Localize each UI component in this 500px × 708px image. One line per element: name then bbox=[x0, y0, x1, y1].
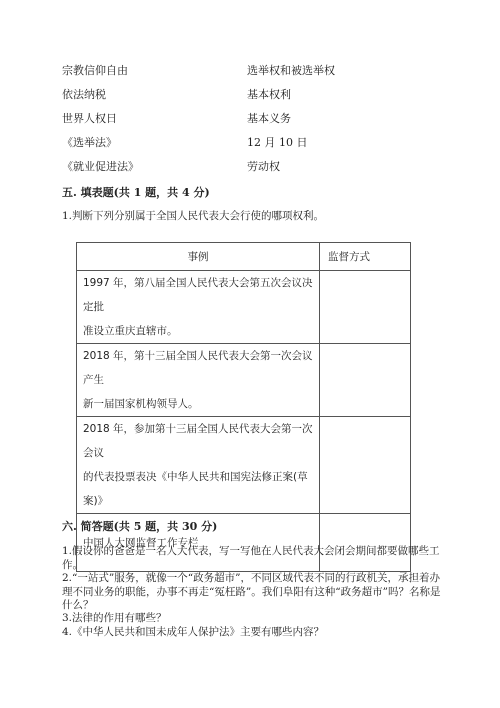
match-left: 世界人权日 bbox=[62, 112, 117, 125]
answer-cell[interactable] bbox=[320, 271, 411, 344]
match-pair-row bbox=[62, 158, 362, 174]
match-pair-row bbox=[62, 134, 362, 150]
match-right: 基本权利 bbox=[247, 88, 291, 101]
table-row bbox=[77, 271, 411, 344]
match-pair-row bbox=[62, 110, 362, 126]
section6-title: 六. 简答题(共 5 题，共 30 分) bbox=[62, 520, 218, 533]
cell-line: 新一届国家机构领导人。 bbox=[83, 398, 199, 410]
match-right: 基本义务 bbox=[247, 112, 291, 125]
cell-line: 准设立重庆直辖市。 bbox=[83, 325, 178, 337]
match-left: 《就业促进法》 bbox=[62, 160, 139, 173]
short-question-1: 1.假设你的爸爸是一名人大代表，写一写他在人民代表大会闭会期间都要做哪些工作。 bbox=[62, 545, 440, 571]
cell-line: 1997 年，第八届全国人民代表大会第五次会议决定批 bbox=[83, 277, 313, 313]
match-pair-row bbox=[62, 62, 362, 78]
match-right: 12 月 10 日 bbox=[247, 136, 308, 149]
cell-line: 2018 年，参加第十三届全国人民代表大会第一次会议 bbox=[83, 423, 313, 459]
table-cell-example bbox=[77, 417, 320, 514]
table-cell-example bbox=[77, 271, 320, 344]
cell-line: 的代表投票表决《中华人民共和国宪法修正案(草案)》 bbox=[83, 471, 308, 507]
short-question-2: 2.“一站式”服务，就像一个“政务超市”，不同区域代表不同的行政机关，承担着办理不同业务的职能，办事不再走“冤枉路”。我们阜阳有这种“政务超市”吗？名称是什么？ bbox=[62, 572, 441, 611]
short-question-4: 4.《中华人民共和国未成年人保护法》主要有哪些内容？ bbox=[62, 626, 325, 638]
answer-cell[interactable] bbox=[320, 344, 411, 417]
table-cell-example bbox=[77, 344, 320, 417]
match-right: 劳动权 bbox=[247, 160, 280, 173]
short-question-3: 3.法律的作用有哪些？ bbox=[62, 612, 167, 624]
header-supervision: 监督方式 bbox=[320, 243, 411, 271]
table-header-row bbox=[77, 243, 411, 271]
match-right: 选举权和被选举权 bbox=[247, 64, 335, 77]
match-left: 《选举法》 bbox=[62, 136, 117, 149]
answer-cell[interactable] bbox=[320, 417, 411, 514]
cell-line: 中国人大网监督工作专栏 bbox=[83, 536, 199, 549]
match-left: 宗教信仰自由 bbox=[62, 64, 128, 77]
section5-question: 1.判断下列分别属于全国人民代表大会行使的哪项权利。 bbox=[62, 210, 325, 222]
match-pair-row bbox=[62, 86, 362, 102]
header-example: 事例 bbox=[77, 243, 320, 271]
cell-line: 2018 年，第十三届全国人民代表大会第一次会议产生 bbox=[83, 350, 313, 386]
match-left: 依法纳税 bbox=[62, 88, 106, 101]
section5-title: 五. 填表题(共 1 题，共 4 分) bbox=[62, 186, 210, 199]
table-row bbox=[77, 344, 411, 417]
table-row bbox=[77, 417, 411, 514]
